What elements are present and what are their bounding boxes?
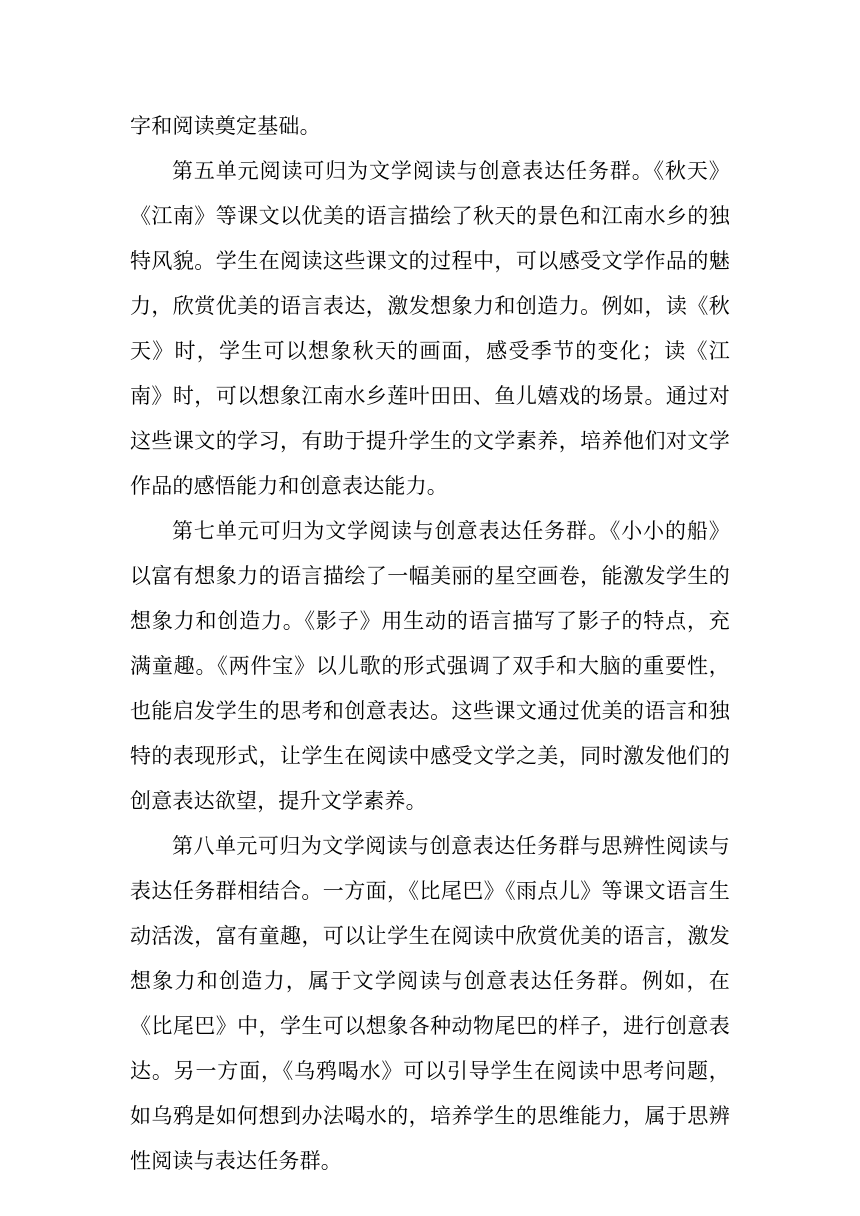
paragraph-unit-eight: 第八单元可归为文学阅读与创意表达任务群与思辨性阅读与表达任务群相结合。一方面，《比尾巴》《雨点儿》等课文语言生动活泼，富有童趣，可以让学生在阅读中欣赏优美的语言，激发想象力和创造力，属于文学阅读与创意表达任务群。例如，在《比尾巴》中，学生可以想象各种动物尾巴的样子，进行创意表达。另一方面，《乌鸦喝水》可以引导学生在阅读中思考问题，如乌鸦是如何想到办法喝水的，培养学生的思维能力，属于思辨性阅读与表达任务群。 [130, 834, 730, 1173]
paragraph-unit-five: 第五单元阅读可归为文学阅读与创意表达任务群。《秋天》《江南》等课文以优美的语言描绘了秋天的景色和江南水乡的独特风貌。学生在阅读这些课文的过程中，可以感受文学作品的魅力，欣赏优美的语言表达，激发想象力和创造力。例如，读《秋天》时，学生可以想象秋天的画面，感受季节的变化；读《江南》时，可以想象江南水乡莲叶田田、鱼儿嬉戏的场景。通过对这些课文的学习，有助于提升学生的文学素养，培养他们对文学作品的感悟能力和创意表达能力。 [130, 159, 730, 498]
paragraph-unit-seven: 第七单元可归为文学阅读与创意表达任务群。《小小的船》以富有想象力的语言描绘了一幅美丽的星空画卷，能激发学生的想象力和创造力。《影子》用生动的语言描写了影子的特点，充满童趣。《两件宝》以儿歌的形式强调了双手和大脑的重要性，也能启发学生的思考和创意表达。这些课文通过优美的语言和独特的表现形式，让学生在阅读中感受文学之美，同时激发他们的创意表达欲望，提升文学素养。 [130, 519, 730, 813]
document-page [130, 104, 730, 1184]
paragraph-continuation: 字和阅读奠定基础。 [130, 114, 321, 138]
